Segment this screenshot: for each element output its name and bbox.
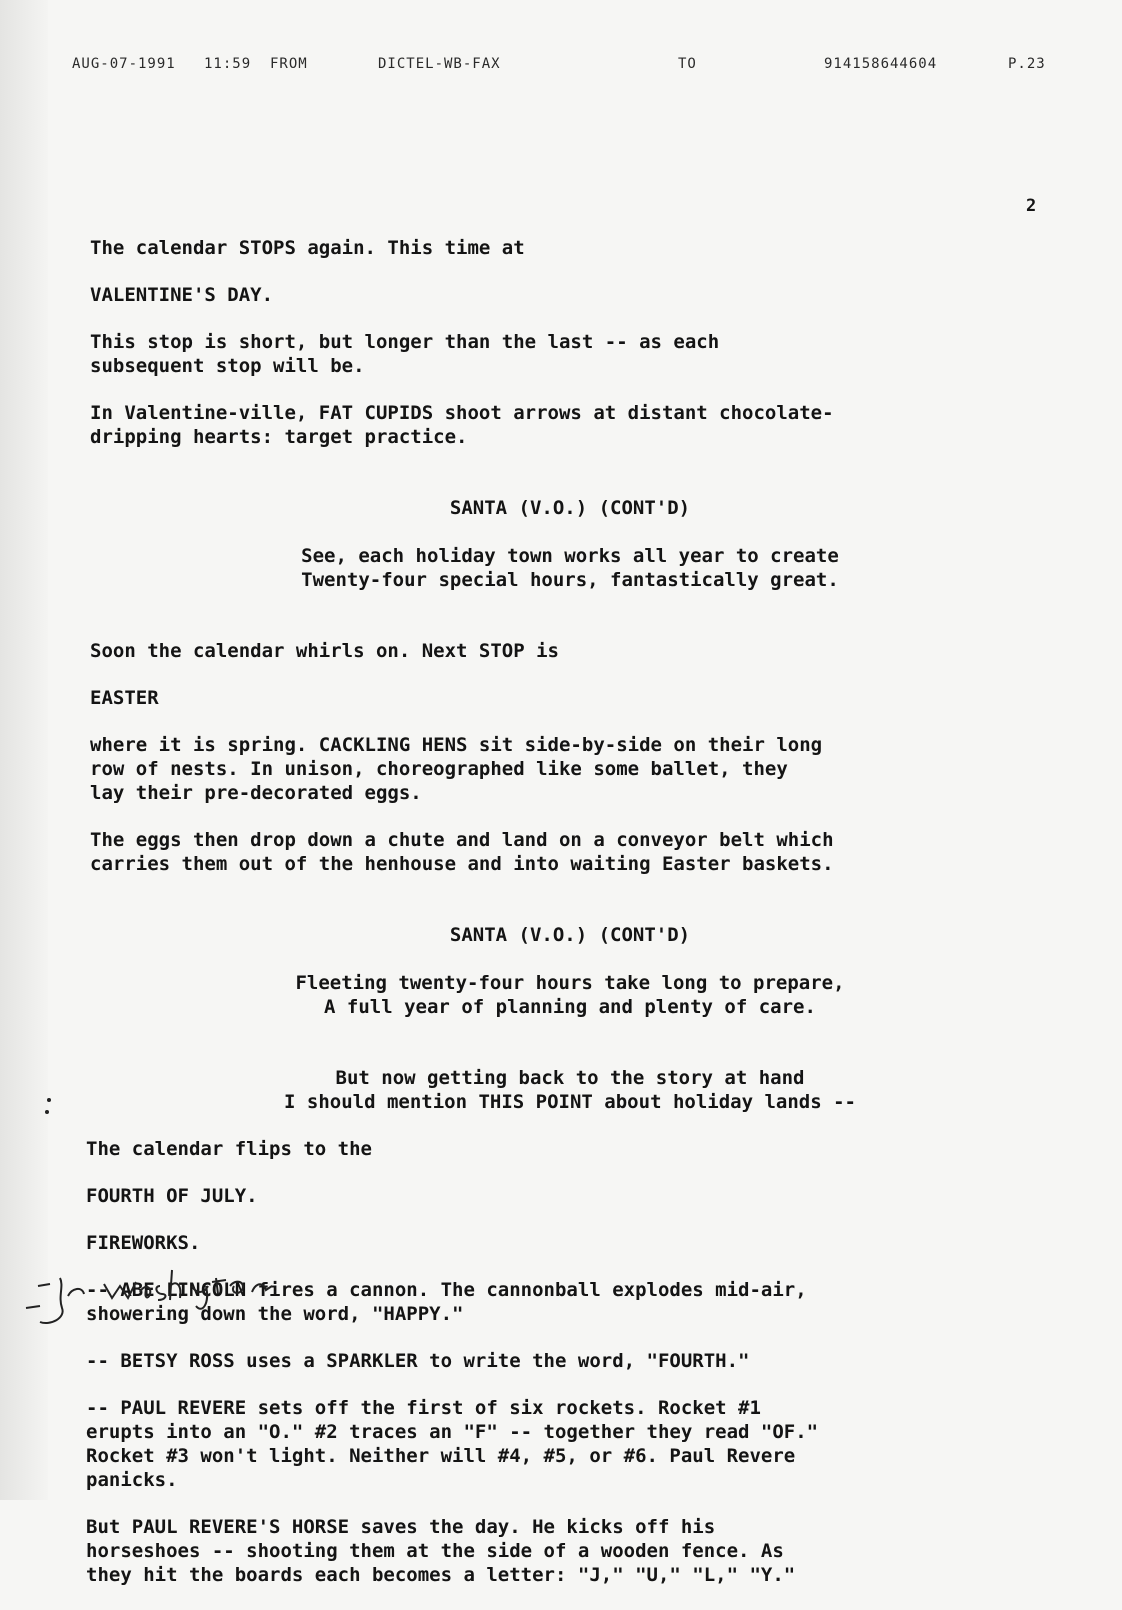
handwriting-scribble <box>20 1256 310 1346</box>
page-number: 2 <box>1026 196 1037 216</box>
dialogue-lines: But now getting back to the story at hand I should mention THIS POINT about holiday lands -- <box>284 1067 856 1113</box>
character-cue: SANTA (V.O.) (CONT'D) <box>449 497 691 519</box>
action-line: -- PAUL REVERE sets off the first of six rockets. Rocket #1 erupts into an "O." #2 traces an "F" -- together they read "OF." Rocket #3 won't light. Neither will #4, #5, or #6. Paul Revere panicks. <box>86 1397 819 1491</box>
margin-mark <box>45 1110 49 1114</box>
scene-heading: VALENTINE'S DAY. <box>90 284 274 306</box>
fax-from: DICTEL-WB-FAX <box>378 56 501 72</box>
script-body <box>86 236 1050 1610</box>
fax-number: 914158644604 <box>824 56 938 72</box>
dialogue-lines: Fleeting twenty-four hours take long to prepare, A full year of planning and plenty of care. <box>295 972 845 1018</box>
scene-heading: EASTER <box>90 687 159 709</box>
action-line: But PAUL REVERE'S HORSE saves the day. He kicks off his horseshoes -- shooting them at the side of a wooden fence. As they hit the boards each becomes a letter: "J," "U," "L," "Y." <box>86 1516 796 1586</box>
fax-to-label: TO <box>678 56 697 72</box>
dialogue-block <box>90 899 1050 1043</box>
action-line: The eggs then drop down a chute and land on a conveyor belt which carries them out of the henhouse and into waiting Easter baskets. <box>90 829 834 875</box>
action-line: The calendar STOPS again. This time at <box>90 237 525 259</box>
character-cue: SANTA (V.O.) (CONT'D) <box>449 924 691 946</box>
scene-heading: FOURTH OF JULY. <box>86 1185 258 1207</box>
action-line: The calendar flips to the <box>86 1138 372 1160</box>
fax-page: P.23 <box>1008 56 1046 72</box>
fax-from-label: FROM <box>270 56 308 72</box>
action-line: where it is spring. CACKLING HENS sit side-by-side on their long row of nests. In unison, choreographed like some ballet, they lay their pre-decorated eggs. <box>90 734 823 804</box>
action-line: Soon the calendar whirls on. Next STOP is <box>90 640 559 662</box>
fax-time: 11:59 <box>204 56 252 72</box>
action-line: -- BETSY ROSS uses a SPARKLER to write the word, "FOURTH." <box>86 1350 750 1372</box>
action-line: -- ABE LINCOLN fires a cannon. The cannonball explodes mid-air, showering down the word, "HAPPY." <box>86 1279 807 1325</box>
fax-date: AUG-07-1991 <box>72 56 176 72</box>
fax-header <box>72 56 1062 78</box>
action-line: This stop is short, but longer than the last -- as each subsequent stop will be. <box>90 331 720 377</box>
margin-mark <box>47 1098 51 1102</box>
action-line: In Valentine-ville, FAT CUPIDS shoot arrows at distant chocolate- dripping hearts: target practice. <box>90 402 834 448</box>
dialogue-lines: See, each holiday town works all year to create Twenty-four special hours, fantastically great. <box>301 545 839 591</box>
dialogue-block <box>90 472 1050 616</box>
handwritten-annotation <box>20 1256 310 1346</box>
action-line: FIREWORKS. <box>86 1232 201 1254</box>
